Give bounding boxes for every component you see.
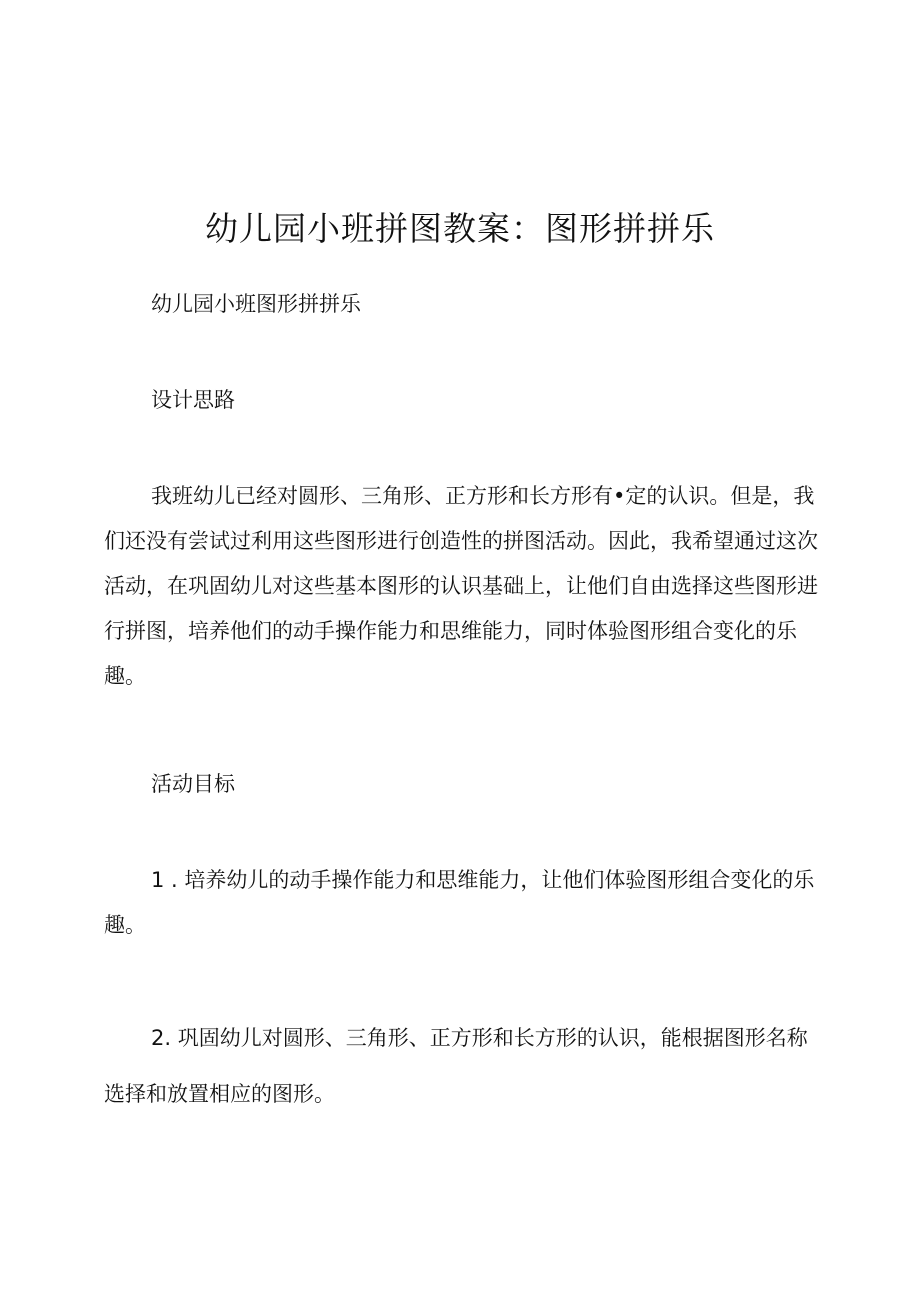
section-heading-goals: 活动目标 xyxy=(151,772,235,796)
document-title: 幼儿园小班拼图教案：图形拼拼乐 xyxy=(205,209,715,249)
document-subtitle: 幼儿园小班图形拼拼乐 xyxy=(151,292,361,316)
goal-item-2: 2. 巩固幼儿对圆形、三角形、正方形和长方形的认识，能根据图形名称选择和放置相应的图形。 xyxy=(104,1026,808,1106)
goal-item-1: 1 . 培养幼儿的动手操作能力和思维能力，让他们体验图形组合变化的乐趣。 xyxy=(104,868,815,937)
design-paragraph: 我班幼儿已经对圆形、三角形、正方形和长方形有•定的认识。但是，我们还没有尝试过利用这些图形进行创造性的拼图活动。因此，我希望通过这次活动，在巩固幼儿对这些基本图形的认识基础上，让他们自由选择这些图形进行拼图，培养他们的动手操作能力和思维能力，同时体验图形组合变化的乐趣。 xyxy=(104,484,818,688)
section-heading-design: 设计思路 xyxy=(151,388,235,412)
